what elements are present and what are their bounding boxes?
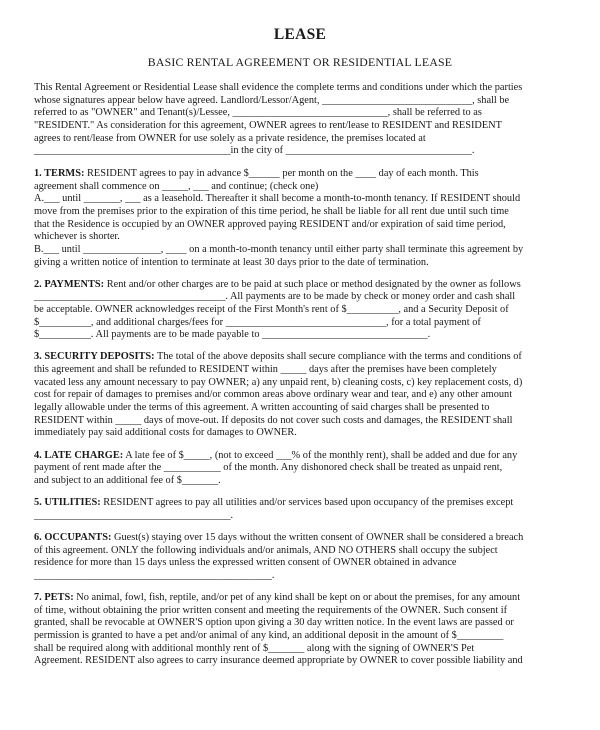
section-body: A late fee of $_____, (not to exceed ___% of the monthly rent), shall be added and due for any payment of rent made after the ___________ of the month. Any dishonored check shall be treated as unpaid rent, and subject to an additional fee of $_______.	[34, 449, 518, 486]
section-heading: 5. UTILITIES:	[34, 497, 101, 509]
bottom-fade	[0, 686, 600, 730]
section-heading: 7. PETS:	[34, 591, 74, 603]
section-body: Rent and/or other charges are to be paid at such place or method designated by the owner as follows _____________________________________. All payments are to be made by check or money order and cash shall be acceptable. OWNER acknowledges receipt of the First Month's rent of $__________, and a Security Deposit of $__________, and additional charges/fees for _______________________________, for a total payment of $__________. All payments are to be made payable to ________________________________.	[34, 278, 521, 341]
section-body: The total of the above deposits shall secure compliance with the terms and conditions of this agreement and shall be refunded to RESIDENT within _____ days after the premises have been completely vacated less any amount necessary to pay OWNER; a) any unpaid rent, b) cleaning costs, c) key replacement costs, d) cost for repair of damages to premises and/or common areas above ordinary wear and tear, and e) any other amount legally allowable under the terms of this agreement. A written accounting of said charges shall be presented to RESIDENT within _____ days of move-out. If deposits do not cover such costs and damages, the RESIDENT shall immediately pay said additional costs for damages to OWNER.	[34, 351, 523, 439]
section-heading: 4. LATE CHARGE:	[34, 449, 124, 461]
section-utilities	[34, 497, 566, 522]
document-subtitle: BASIC RENTAL AGREEMENT OR RESIDENTIAL LEASE	[147, 55, 453, 69]
document-title: LEASE	[273, 26, 327, 43]
section-occupants	[34, 532, 566, 583]
section-body: No animal, fowl, fish, reptile, and/or pet of any kind shall be kept on or about the premises, for any amount of time, without obtaining the prior written consent and meeting the requirements of the OWNER. Such consent if granted, shall be revocable at OWNER'S option upon giving a 30 day written notice. In the event laws are passed or permission is granted to have a pet and/or animal of any kind, an additional deposit in the amount of $_________ shall be required along with additional monthly rent of $_______ along with the signing of OWNER'S Pet Agreement. RESIDENT also agrees to carry insurance deemed appropriate by OWNER to cover possible liability and	[34, 591, 523, 667]
section-pets	[34, 592, 566, 668]
section-security-deposits	[34, 351, 566, 440]
section-heading: 3. SECURITY DEPOSITS:	[34, 351, 155, 363]
section-late-charge	[34, 450, 566, 488]
section-payments	[34, 279, 566, 342]
section-body: Guest(s) staying over 15 days without the written consent of OWNER shall be considered a breach of this agreement. ONLY the following individuals and/or animals, AND NO OTHERS shall occupy the subject residence for more than 15 days unless the expressed written consent of OWNER obtained in advance ______________________________________________.	[34, 531, 524, 581]
section-heading: 1. TERMS:	[34, 167, 85, 179]
intro-paragraph: This Rental Agreement or Residential Lease shall evidence the complete terms and conditions under which the parties whose signatures appear below have agreed. Landlord/Lessor/Agent, _____________________________, shall be referred to as "OWNER" and Tenant(s)/Lessee, ______________________________, shall be referred to as "RESIDENT." As consideration for this agreement, OWNER agrees to rent/lease to RESIDENT and RESIDENT agrees to rent/lease from OWNER for use solely as a private residence, the premises located at ______________________________________in the city of ____________________________________.	[34, 82, 523, 157]
section-terms	[34, 168, 566, 269]
section-body: RESIDENT agrees to pay in advance $______ per month on the ____ day of each month. This agreement shall commence on _____, ___ and continue; (check one) A.___ until _______, ___ as a leasehold. Thereafter it shall become a month-to-month tenancy. If RESIDENT should move from the premises prior to the expiration of this time period, he shall be liable for all rent due until such time that the Residence is occupied by an OWNER approved paying RESIDENT and/or expiration of said time period, whichever is shorter. B.___ until _______________, ____ on a month-to-month tenancy until either party shall terminate this agreement by giving a written notice of intention to terminate at least 30 days prior to the date of termination.	[34, 167, 524, 268]
section-heading: 2. PAYMENTS:	[34, 278, 105, 290]
section-heading: 6. OCCUPANTS:	[34, 531, 112, 543]
section-body: RESIDENT agrees to pay all utilities and/or services based upon occupancy of the premises except ______________________________________.	[34, 497, 514, 521]
